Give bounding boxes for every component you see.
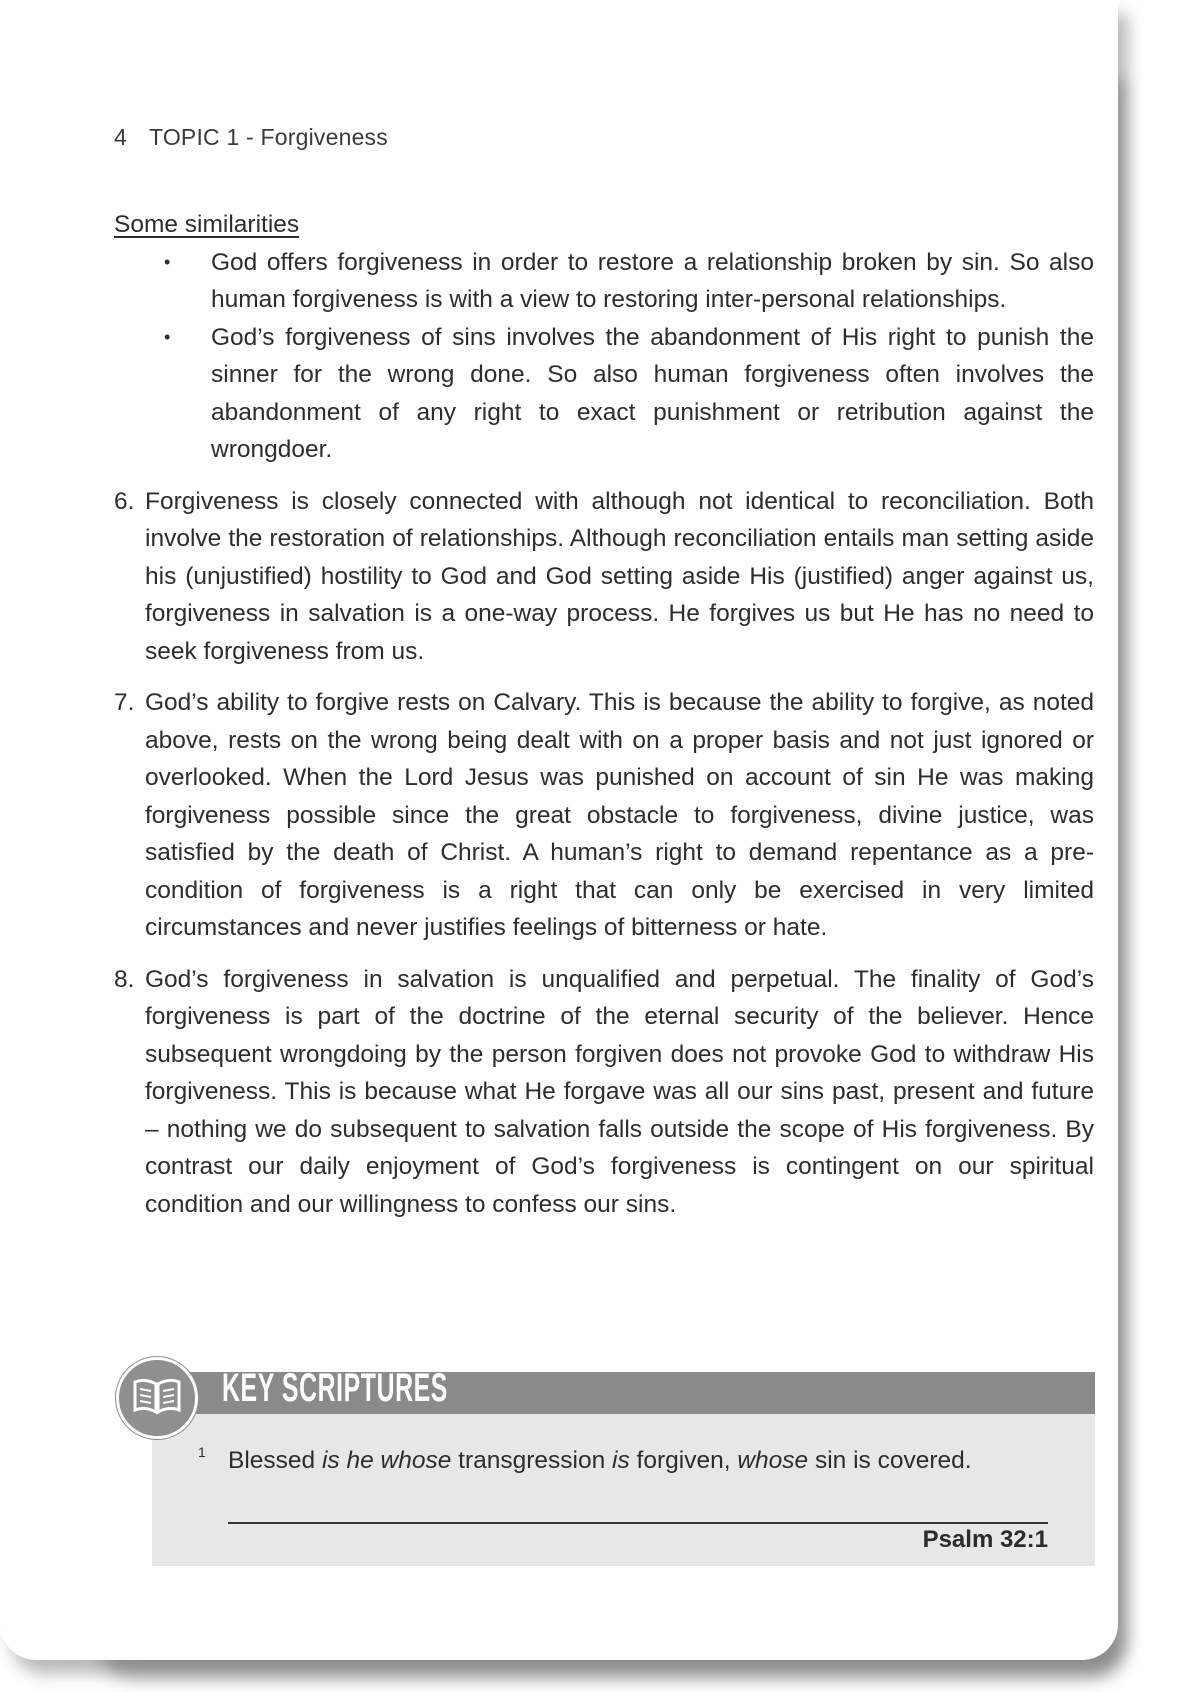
list-item xyxy=(114,684,1094,947)
point-text: Forgiveness is closely connected with although not identical to reconciliation. Both involve the restoration of relationships. Although reconciliation entails man setting aside his (unjustified) hostility to God and God setting aside His (justified) anger against us, forgiveness in salvation is a one-way process. He forgives us but He has no need to seek forgiveness from us. xyxy=(145,487,1094,665)
page-number: 4 xyxy=(114,124,127,150)
list-item: • God’s forgiveness of sins involves the abandonment of His right to punish the sinner for the wrong done. So also human forgiveness often involves the abandonment of any right to exact punishment or retribution against the wrongdoer. xyxy=(114,319,1094,469)
point-text: God’s forgiveness in salvation is unqualified and perpetual. The finality of God’s forgiveness is part of the doctrine of the eternal security of the believer. Hence subsequent wrongdoing by the person forgiven does not provoke God to withdraw His forgiveness. This is because what He forgave was all our sins past, present and future – nothing we do subsequent to salvation falls outside the scope of His forgiveness. By contrast our daily enjoyment of God’s forgiveness is contingent on our spiritual condition and our willingness to confess our sins. xyxy=(145,965,1094,1218)
list-item xyxy=(114,483,1094,671)
scripture-reference: Psalm 32:1 xyxy=(922,1526,1048,1553)
point-text: God’s ability to forgive rests on Calvary. This is because the ability to forgive, as noted above, rests on the wrong being dealt with on a proper basis and not just ignored or overlooked. When the Lord Jesus was punished on account of sin He was making forgiveness possible since the great obstacle to forgiveness, divine justice, was satisfied by the death of Christ. A human’s right to demand repentance as a pre-condition of forgiveness is a right that can only be exercised in very limited circumstances and never justifies feelings of bitterness or hate. xyxy=(145,689,1094,941)
numbered-points xyxy=(114,483,1094,1224)
topic-title: TOPIC 1 - Forgiveness xyxy=(149,124,388,150)
point-number: 8. xyxy=(114,965,135,993)
scripture-verse: Blessed is he whose transgression is forgiven, whose sin is covered. xyxy=(228,1447,972,1474)
section-subheading: Some similarities xyxy=(114,211,300,238)
verse-number: 1 xyxy=(198,1444,206,1460)
list-item xyxy=(114,961,1094,1224)
bullet-icon: • xyxy=(164,326,171,347)
body-content xyxy=(114,206,1094,1237)
list-item: • God offers forgiveness in order to restore a relationship broken by sin. So also human forgiveness is with a view to restoring inter-personal relationships. xyxy=(114,244,1094,319)
verse-divider xyxy=(228,1522,1048,1524)
point-number: 7. xyxy=(114,689,135,716)
bullet-icon: • xyxy=(164,251,171,272)
open-book-icon xyxy=(116,1357,198,1439)
key-scriptures-title: KEY SCRIPTURES xyxy=(222,1366,448,1410)
running-header xyxy=(114,124,388,151)
point-number: 6. xyxy=(114,487,135,515)
similarities-list xyxy=(114,244,1094,469)
